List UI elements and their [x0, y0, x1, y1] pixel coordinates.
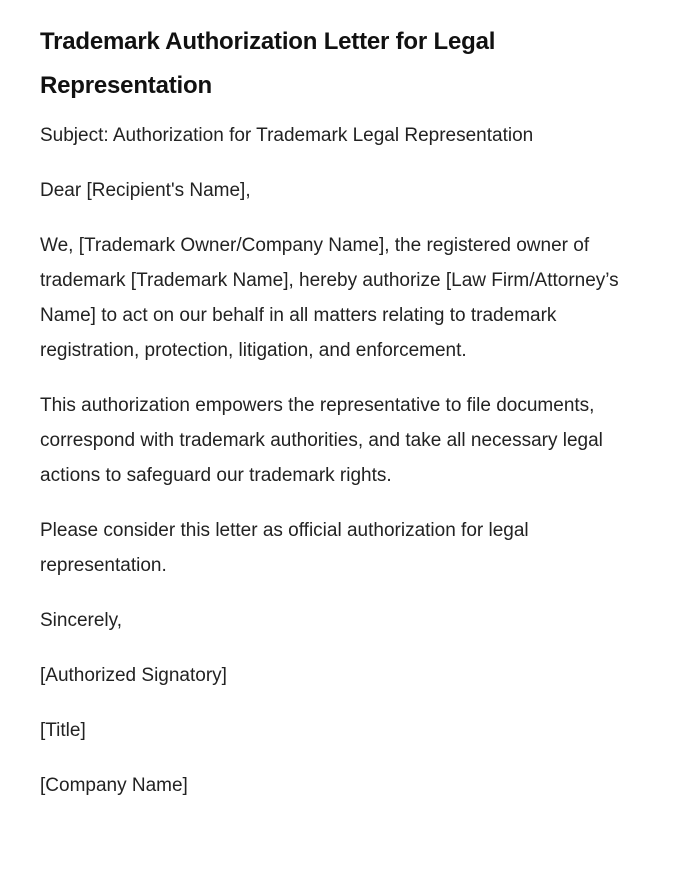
signatory-name: [Authorized Signatory] [40, 665, 227, 686]
subject-line: Subject: Authorization for Trademark Legal Representation [40, 125, 534, 146]
salutation: Dear [Recipient's Name], [40, 180, 251, 201]
signatory-title: [Title] [40, 720, 86, 741]
document-title: Trademark Authorization Letter for Legal Representation [40, 28, 496, 99]
closing-line: Sincerely, [40, 610, 123, 631]
letter-document [40, 20, 640, 823]
body-paragraph-authorization: We, [Trademark Owner/Company Name], the registered owner of trademark [Trademark Name], hereby authorize [Law Firm/Attorney’s Name] to act on our behalf in all matters relating to trademark registration, protection, litigation, and enforcement. [40, 235, 619, 361]
body-paragraph-scope: This authorization empowers the representative to file documents, correspond with trademark authorities, and take all necessary legal actions to safeguard our trademark rights. [40, 395, 603, 486]
body-paragraph-closing-note: Please consider this letter as official authorization for legal representation. [40, 520, 529, 576]
company-name: [Company Name] [40, 775, 188, 796]
